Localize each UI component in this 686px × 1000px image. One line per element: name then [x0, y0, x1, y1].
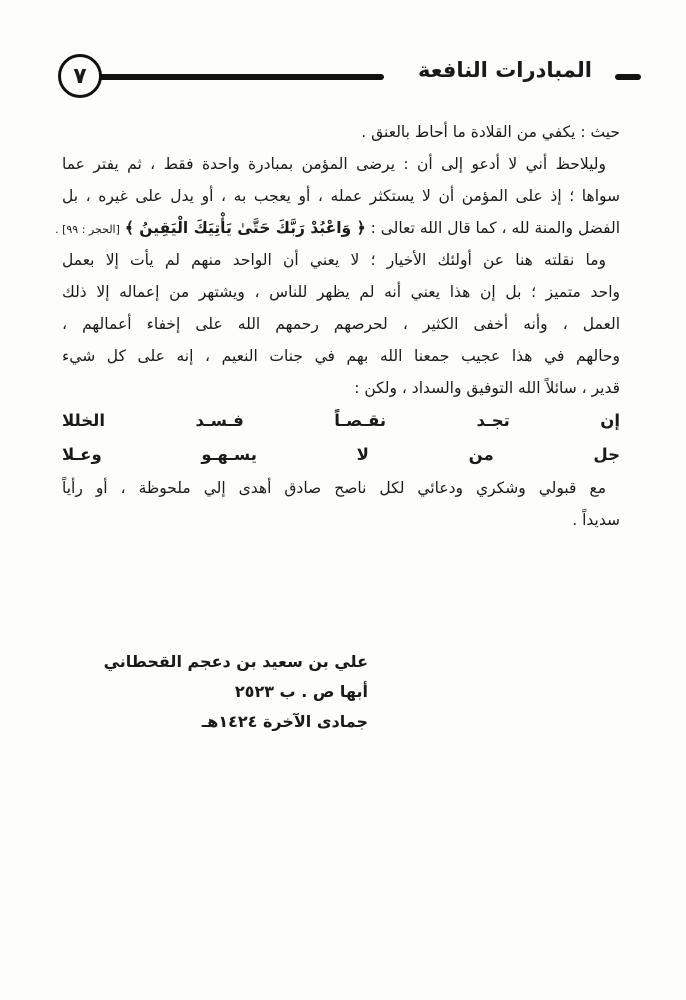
signature-date: جمادى الآخرة ١٤٢٤هـ [201, 712, 368, 731]
body-text [55, 116, 620, 536]
text-line: وما نقلته هنا عن أولئك الأخيار ؛ لا يعني أن الواحد منهم لم يأت إلا بعمل [62, 251, 606, 269]
verse-reference: [الحجر : ٩٩] . [55, 223, 120, 236]
text-line-with-verse [55, 212, 620, 244]
header-rule-right [615, 74, 641, 80]
text-line: مع قبولي وشكري ودعائي لكل ناصح صادق أهدى إلي ملحوظة ، أو رأياً [62, 479, 606, 497]
signature-block [103, 647, 368, 737]
header-rule-left [94, 74, 384, 80]
text-line: العمل ، وأنه أخفى الكثير ، لحرصهم رحمهم الله على إخفاء أعمالهم ، [62, 315, 620, 333]
page-number: ٧ [58, 54, 102, 98]
author-name: علي بن سعيد بن دعجم القحطاني [103, 652, 368, 671]
poem-line: إن تجـد نقـصـاً فـسـد الخللا [62, 411, 620, 430]
quran-verse: ﴿ وَاعْبُدْ رَبَّكَ حَتَّىٰ يَأْتِيَكَ الْيَقِينُ ﴾ [124, 219, 366, 237]
text-line: حيث : يكفي من القلادة ما أحاط بالعنق . [361, 123, 620, 141]
text-segment: الفضل والمنة لله ، كما قال الله تعالى : [370, 219, 620, 237]
author-address: أبها ص . ب ٢٥٢٣ [234, 682, 368, 701]
text-line: وحالهم في هذا عجيب جمعنا الله بهم في جنات النعيم ، إنه على كل شيء [62, 347, 620, 365]
text-line: وليلاحظ أني لا أدعو إلى أن : يرضى المؤمن بمبادرة واحدة فقط ، ثم يفتر عما [62, 155, 606, 173]
running-title: المبادرات النافعة [418, 58, 592, 82]
text-line: سديداً . [572, 511, 620, 529]
poem-line: جل من لا يسـهـو وعـلا [62, 445, 620, 464]
page-header [50, 52, 640, 98]
text-line: سواها ؛ إذ على المؤمن أن لا يستكثر عمله ، أو يعجب به ، أو يدل على غيره ، بل [62, 187, 620, 205]
text-line: واحد متميز ؛ بل إن هذا يعني أنه لم يظهر للناس ، ويشتهر من إعماله إلا ذلك [62, 283, 620, 301]
text-line: قدير ، سائلاً الله التوفيق والسداد ، ولكن : [354, 379, 620, 397]
